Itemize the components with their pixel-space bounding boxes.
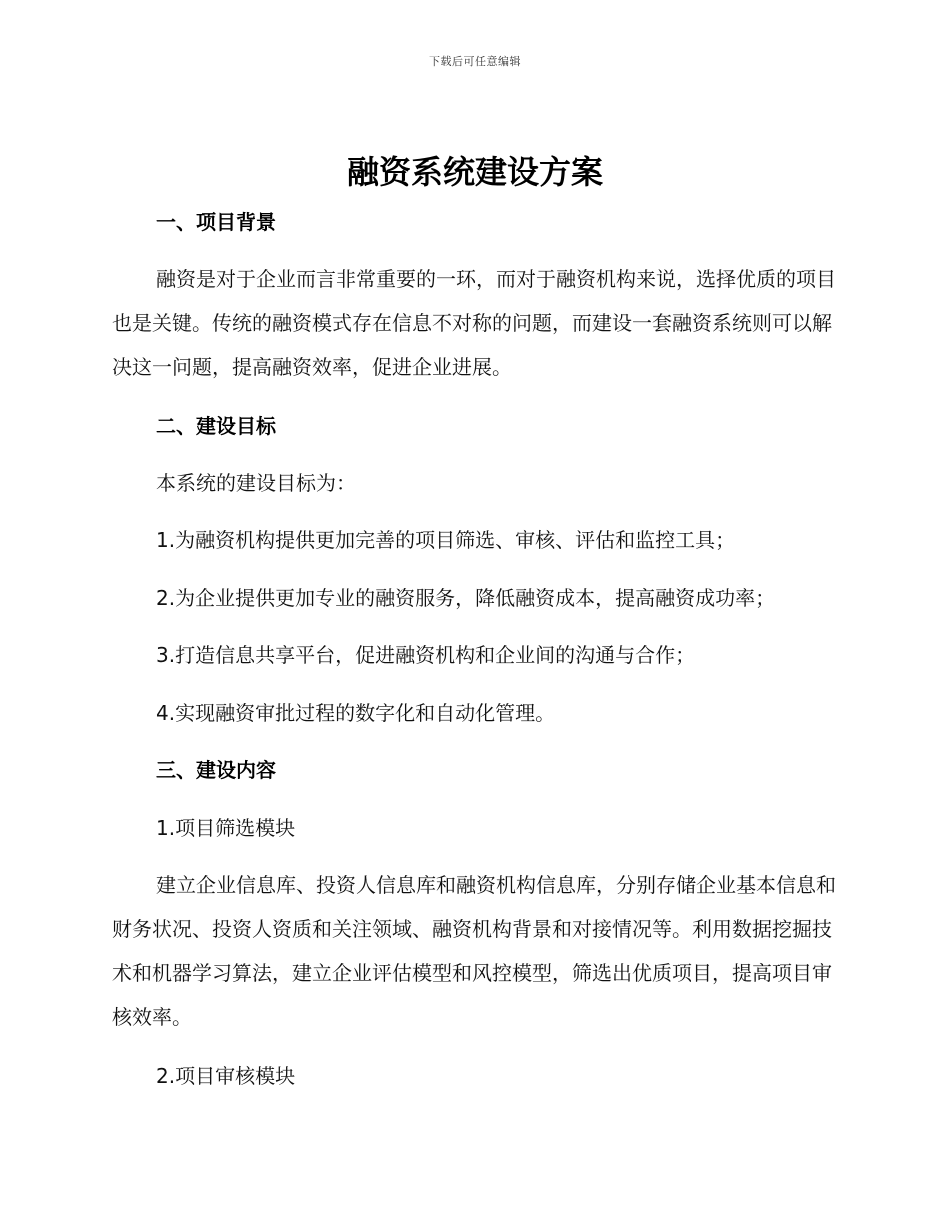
goal-item-2: 2.为企业提供更加专业的融资服务，降低融资成本，提高融资成功率；: [156, 586, 776, 610]
section-heading-content: 三、建设内容: [156, 758, 276, 782]
section-heading-background: 一、项目背景: [156, 210, 276, 234]
goal-item-1: 1.为融资机构提供更加完善的项目筛选、审核、评估和监控工具；: [156, 528, 736, 552]
goal-item-3: 3.打造信息共享平台，促进融资机构和企业间的沟通与合作；: [156, 643, 696, 667]
page-header-note: 下载后可任意编辑: [429, 55, 521, 68]
document-title: 融资系统建设方案: [346, 153, 603, 191]
module-title-1: 1.项目筛选模块: [156, 816, 296, 840]
goal-item-4: 4.实现融资审批过程的数字化和自动化管理。: [156, 701, 556, 725]
section-heading-goals: 二、建设目标: [156, 414, 276, 438]
goals-intro: 本系统的建设目标为：: [156, 471, 356, 495]
module-title-2: 2.项目审核模块: [156, 1064, 296, 1088]
background-paragraph: 融资是对于企业而言非常重要的一环，而对于融资机构来说，选择优质的项目也是关键。传统的融资模式存在信息不对称的问题，而建设一套融资系统则可以解决这一问题，提高融资效率，促进企业进展。: [112, 267, 836, 379]
module-1-paragraph: 建立企业信息库、投资人信息库和融资机构信息库，分别存储企业基本信息和财务状况、投资人资质和关注领域、融资机构背景和对接情况等。利用数据挖掘技术和机器学习算法，建立企业评估模型和风控模型，筛选出优质项目，提高项目审核效率。: [112, 873, 836, 1029]
